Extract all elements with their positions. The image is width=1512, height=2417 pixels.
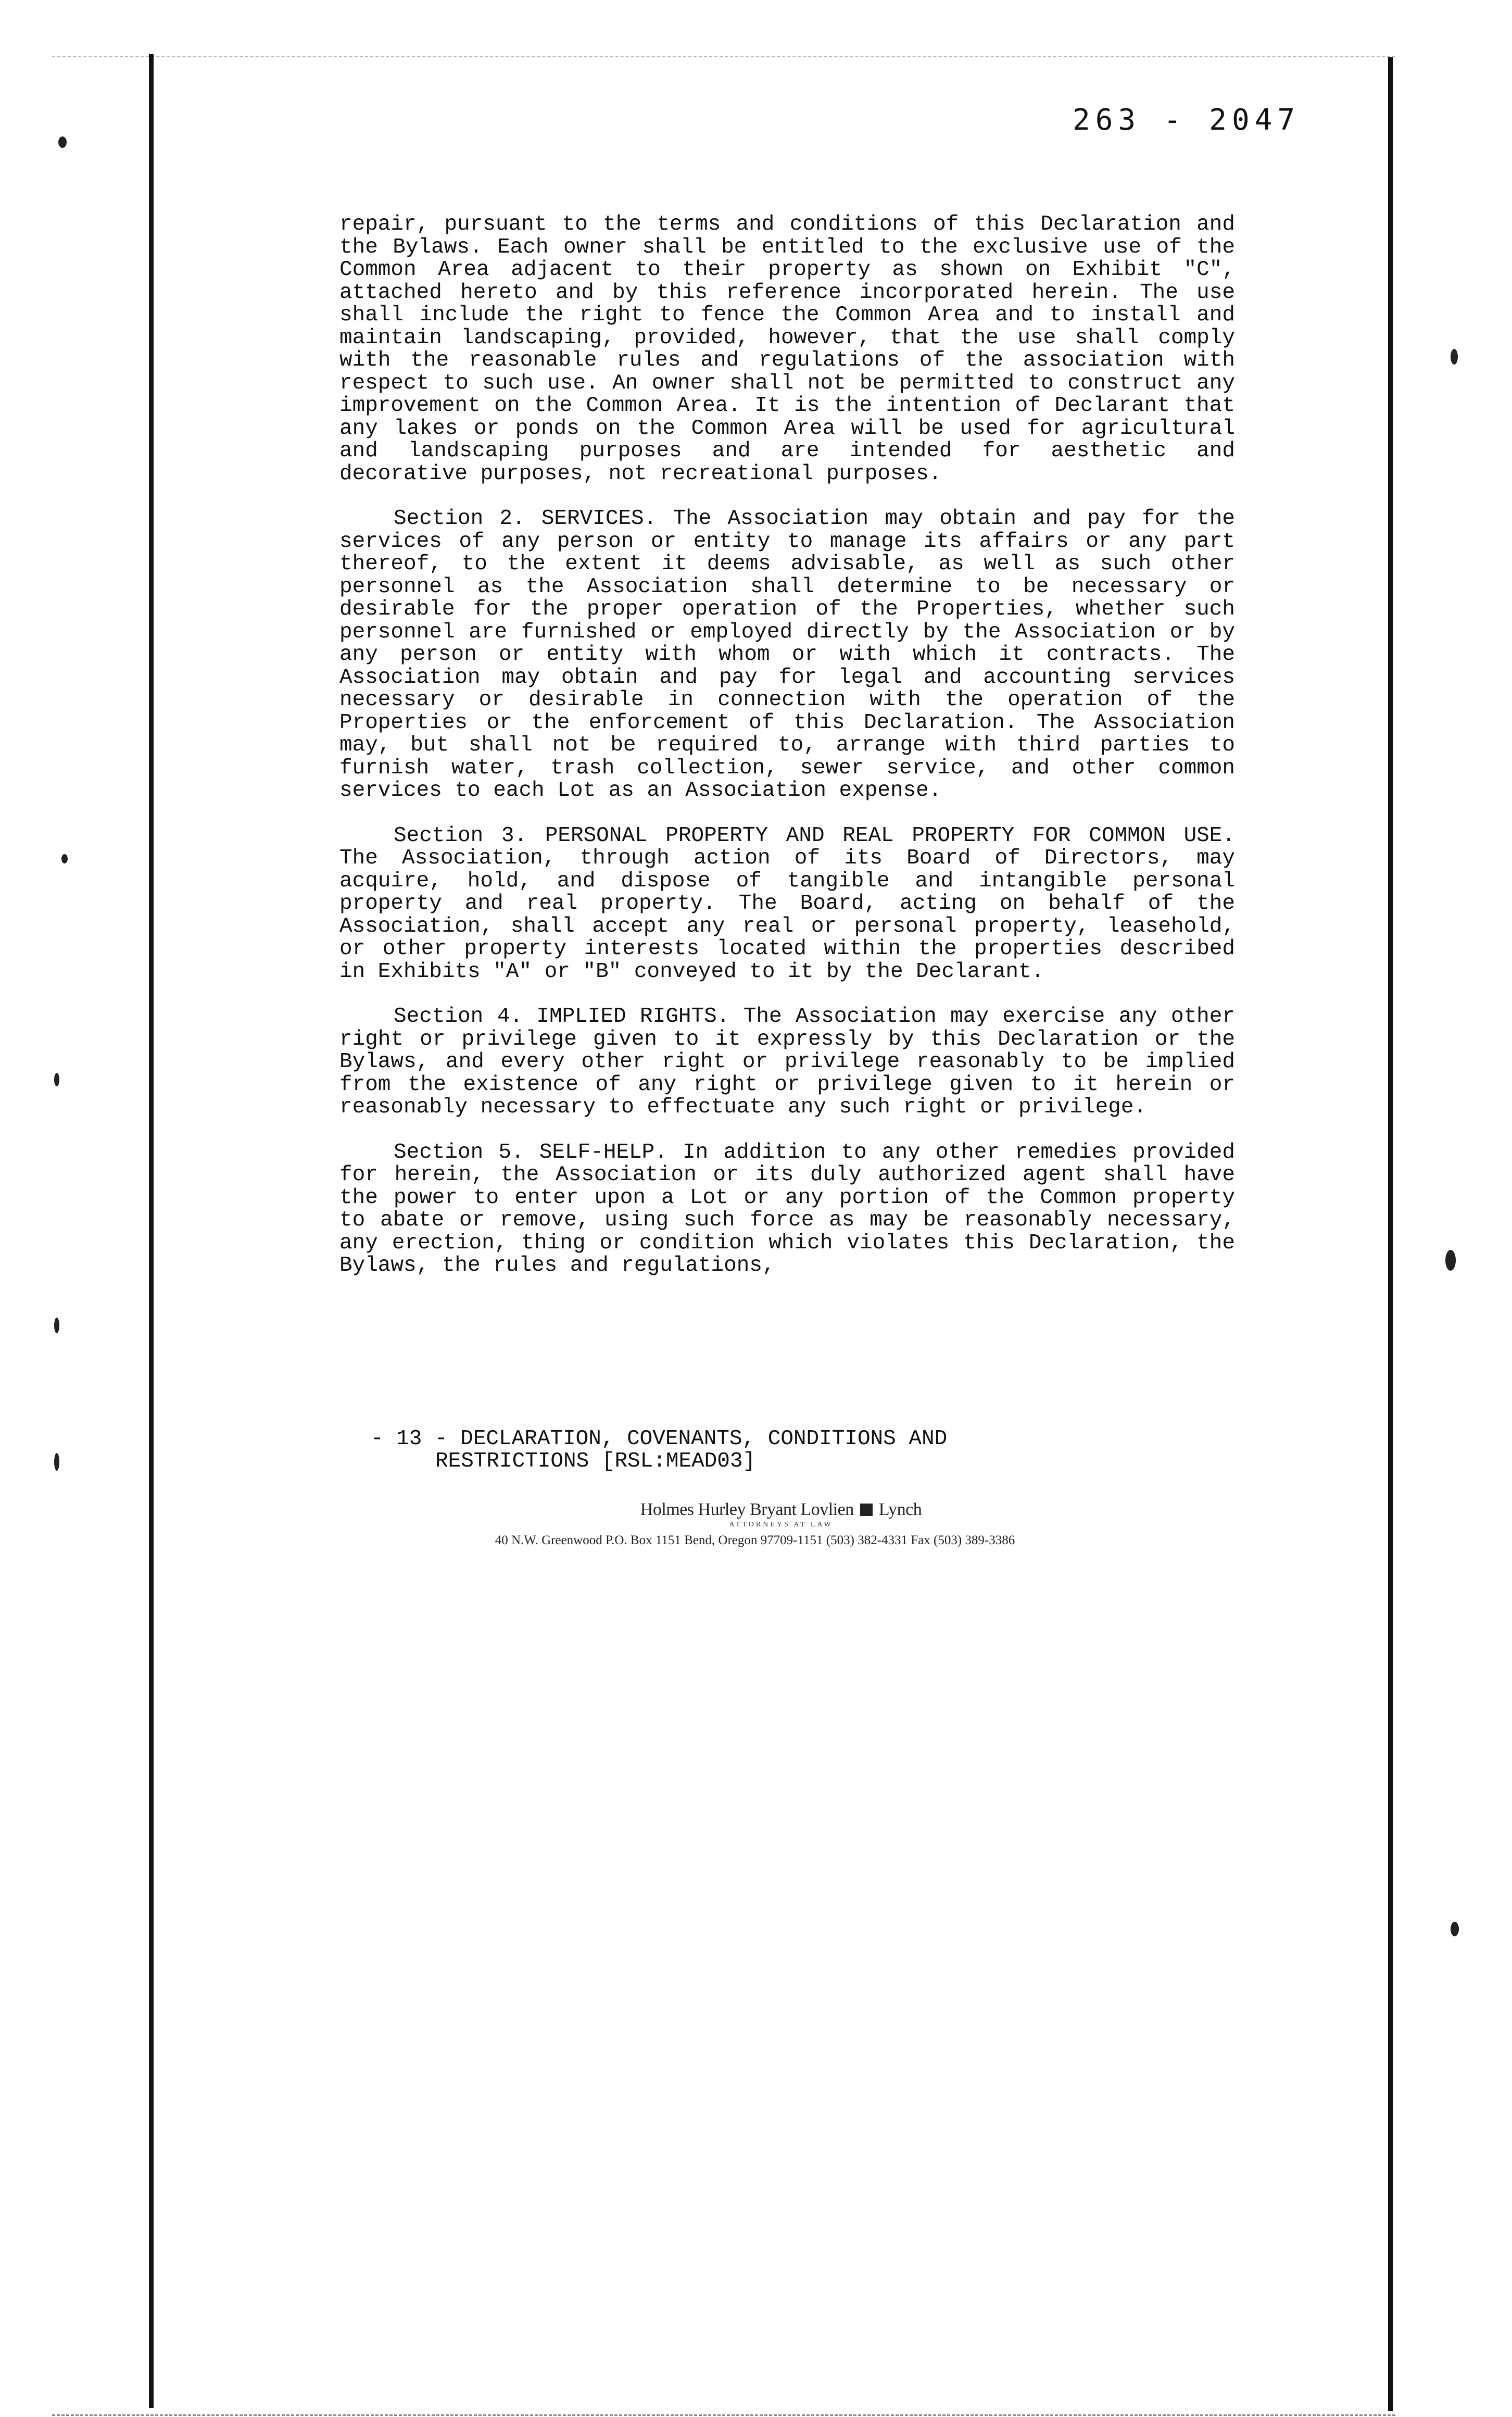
paragraph-section-5-self-help: Section 5. SELF-HELP. In addition to any other remedies provided for herein, the Association or its duly authorized agent shall have the power to enter upon a Lot or any portion of the Common property to abate or remove, using such force as may be reasonably necessary, any erection, thing or condition which violates this Declaration, the Bylaws, the rules and regulations,	[339, 1140, 1235, 1278]
scan-speck	[54, 1318, 59, 1333]
scan-top-edge	[52, 56, 1395, 58]
scan-speck	[61, 854, 68, 863]
scan-speck	[58, 136, 67, 148]
paragraph-section-2-services: Section 2. SERVICES. The Association may obtain and pay for the services of any person or entity to manage its affairs or any part thereof, to the extent it deems advisable, as well as such other personnel as the Association shall determine to be necessary or desirable for the proper operation of the Properties, whether such personnel are furnished or employed directly by the Association or by any person or entity with whom or with which it contracts. The Association may obtain and pay for legal and accounting services necessary or desirable in connection with the operation of the Properties or the enforcement of this Declaration. The Association may, but shall not be required to, arrange with third parties to furnish water, trash collection, sewer service, and other common services to each Lot as an Association expense.	[339, 507, 1235, 803]
scan-speck	[1451, 349, 1458, 365]
scan-speck	[1451, 1922, 1459, 1936]
scan-speck	[54, 1073, 59, 1086]
paragraph-common-area-use: repair, pursuant to the terms and conditions of this Declaration and the Bylaws. Each owner shall be entitled to the exclusive use of the Common Area adjacent to their property as shown on Exhibit "C", attached hereto and by this reference incorporated herein. The use shall include the right to fence the Common Area and to install and maintain landscaping, provided, however, that the use shall comply with the reasonable rules and regulations of the association with respect to such use. An owner shall not be permitted to construct any improvement on the Common Area. It is the intention of Declarant that any lakes or ponds on the Common Area will be used for agricultural and landscaping purposes and are intended for aesthetic and decorative purposes, not recreational purposes.	[339, 212, 1235, 486]
footer-title-line-2: RESTRICTIONS [RSL:MEAD03]	[435, 1449, 756, 1473]
page-number: 263 - 2047	[1073, 103, 1301, 137]
scan-speck	[54, 1453, 59, 1471]
firm-logo-icon	[860, 1504, 873, 1516]
firm-address: 40 N.W. Greenwood P.O. Box 1151 Bend, Oregon 97709-1151 (503) 382-4331 Fax (503) 389-3386	[495, 1533, 1015, 1547]
right-margin-line	[1388, 57, 1393, 2411]
firm-name-left: Holmes Hurley Bryant Lovlien	[640, 1500, 854, 1519]
scan-speck	[1445, 1250, 1456, 1271]
law-firm-name	[625, 1500, 937, 1520]
document-footer-title	[371, 1428, 1100, 1473]
scan-bottom-edge	[52, 2414, 1395, 2417]
paragraph-section-3-property: Section 3. PERSONAL PROPERTY AND REAL PROPERTY FOR COMMON USE. The Association, through action of its Board of Directors, may acquire, hold, and dispose of tangible and intangible personal property and real property. The Board, acting on behalf of the Association, shall accept any real or personal property, leasehold, or other property interests located within the properties described in Exhibits "A" or "B" conveyed to it by the Declarant.	[339, 823, 1235, 984]
footer-title-line-1: - 13 - DECLARATION, COVENANTS, CONDITIONS AND	[371, 1427, 948, 1451]
left-margin-line	[149, 54, 154, 2408]
firm-name-right: Lynch	[878, 1500, 922, 1519]
paragraph-section-4-implied-rights: Section 4. IMPLIED RIGHTS. The Association may exercise any other right or privilege given to it expressly by this Declaration or the Bylaws, and every other right or privilege reasonably to be implied from the existence of any right or privilege given to it herein or reasonably necessary to effectuate any such right or privilege.	[339, 1005, 1235, 1119]
document-body	[339, 214, 1235, 1300]
firm-subtitle: ATTORNEYS AT LAW	[729, 1521, 833, 1529]
